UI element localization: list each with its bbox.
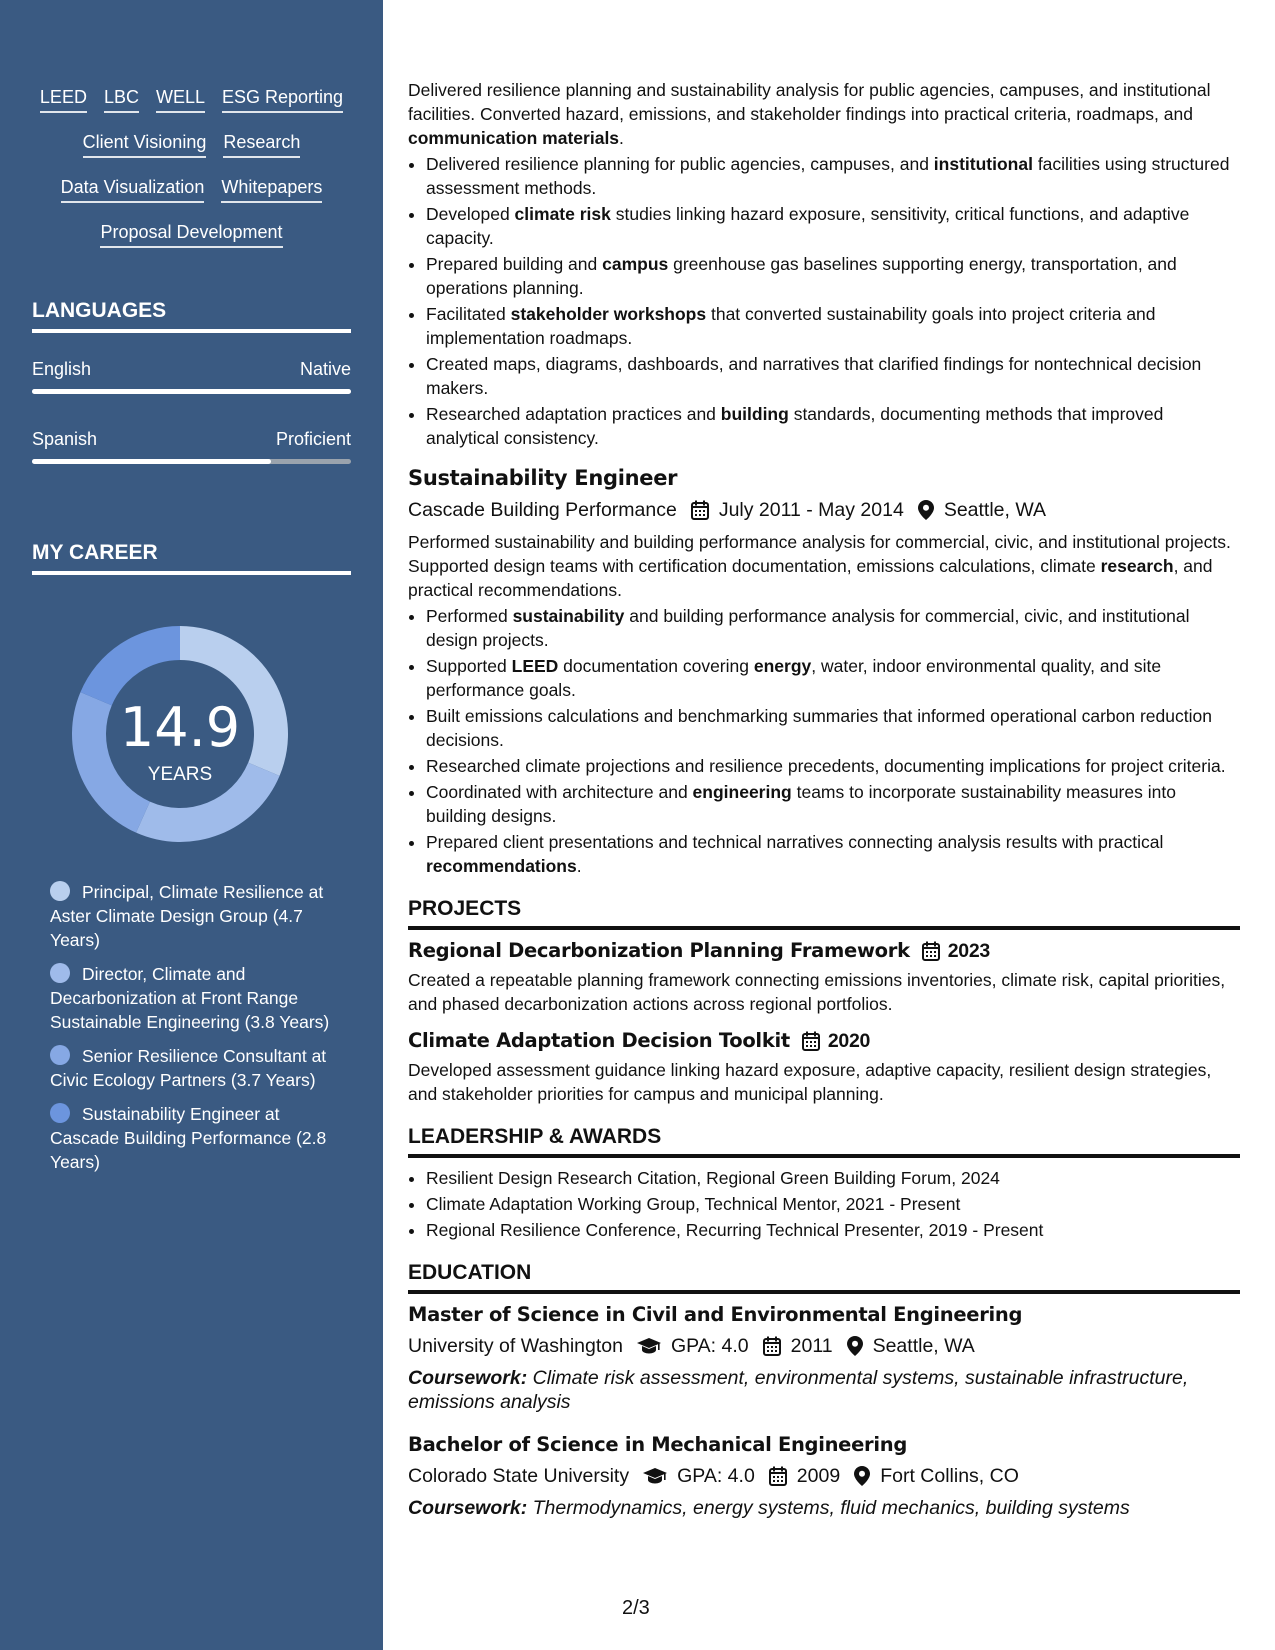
project-description: Developed assessment guidance linking hazard exposure, adaptive capacity, resilient design strategies, and stakeholder priorities for campus and municipal planning.: [408, 1060, 1212, 1104]
calendar-icon: [802, 1031, 820, 1051]
coursework: Coursework: Thermodynamics, energy systems, fluid mechanics, building systems: [408, 1497, 1130, 1519]
job-company: Cascade Building Performance: [408, 499, 677, 521]
donut-segment: [80, 626, 180, 705]
career-item-text: Director, Climate and Decarbonization at Front Range Sustainable Engineering (3.8 Years): [50, 964, 330, 1032]
education-meta: [408, 1332, 1240, 1360]
project-year: 2023: [947, 940, 990, 962]
map-pin-icon: [847, 1336, 863, 1356]
career-item: [50, 962, 340, 1034]
language-bar-fill: [32, 459, 271, 464]
map-pin-icon: [918, 500, 934, 520]
education-item: [408, 1432, 1240, 1520]
sidebar: [0, 0, 383, 1650]
skill-tag: LBC: [104, 86, 139, 113]
language-spanish: [32, 428, 351, 464]
degree-title: Bachelor of Science in Mechanical Engineering: [408, 1433, 907, 1456]
bullet-item: • Delivered resilience planning for public agencies, campuses, and institutional facilities using structured assessment methods.: [426, 152, 1240, 200]
main-content: [408, 78, 1240, 1520]
school-name: Colorado State University: [408, 1465, 630, 1487]
job-location: Seattle, WA: [943, 499, 1047, 521]
school-location: Seattle, WA: [872, 1335, 975, 1357]
calendar-icon: [769, 1466, 787, 1486]
graduation-year: 2009: [796, 1465, 841, 1487]
language-bar-fill: [32, 389, 351, 394]
project-year: 2020: [827, 1030, 871, 1052]
calendar-icon: [922, 941, 940, 961]
skill-tag: Whitepapers: [221, 176, 322, 203]
job-meta: [408, 496, 1240, 524]
language-name: English: [32, 359, 92, 379]
career-item: [50, 1102, 340, 1174]
language-level: Native: [299, 359, 351, 379]
skills-row: [32, 221, 351, 266]
bullet-item: • Built emissions calculations and benchmarking summaries that informed operational carbon reduction decisions.: [426, 704, 1240, 752]
awards-heading: LEADERSHIP & AWARDS: [408, 1124, 1240, 1158]
graduation-cap-icon: [643, 1467, 667, 1485]
graduation-year: 2011: [790, 1335, 833, 1357]
experience-intro: [408, 78, 1240, 150]
language-bar: [32, 389, 351, 394]
map-pin-icon: [854, 1466, 870, 1486]
calendar-icon: [763, 1336, 781, 1356]
career-list: [50, 880, 340, 1184]
language-bar: [32, 459, 351, 464]
experience-bullets: [408, 152, 1240, 450]
project-item: [408, 1028, 1240, 1106]
award-item: • Regional Resilience Conference, Recurring Technical Presenter, 2019 - Present: [426, 1218, 1240, 1242]
skill-tag: WELL: [156, 86, 205, 113]
project-description: Created a repeatable planning framework connecting emissions inventories, climate risk, capital priorities, and phased decarbonization actions across regional portfolios.: [408, 970, 1226, 1014]
awards-list: [408, 1166, 1240, 1242]
bullet-item: • Developed climate risk studies linking hazard exposure, sensitivity, critical functions, and adaptive capacity.: [426, 202, 1240, 250]
career-heading: MY CAREER: [32, 540, 351, 575]
education-item: [408, 1302, 1240, 1414]
bullet-item: • Supported LEED documentation covering energy, water, indoor environmental quality, and site performance goals.: [426, 654, 1240, 702]
projects-heading: PROJECTS: [408, 896, 1240, 930]
language-name: Spanish: [32, 429, 98, 449]
gpa: GPA: 4.0: [670, 1335, 749, 1357]
bullet-item: • Coordinated with architecture and engineering teams to incorporate sustainability measures into building designs.: [426, 780, 1240, 828]
calendar-icon: [691, 500, 709, 520]
skills-tags: [32, 86, 351, 266]
degree-title: Master of Science in Civil and Environmental Engineering: [408, 1303, 1023, 1326]
language-level: Proficient: [275, 429, 351, 449]
skill-tag: LEED: [40, 86, 87, 113]
gpa: GPA: 4.0: [677, 1465, 755, 1487]
career-total-years: 14.9: [119, 696, 241, 759]
bold-text: communication materials: [408, 128, 620, 148]
project-title: Climate Adaptation Decision Toolkit: [408, 1029, 790, 1052]
job-bullets: [408, 604, 1240, 878]
bullet-item: • Prepared client presentations and technical narratives connecting analysis results with practical recommendations.: [426, 830, 1240, 878]
job-summary: Performed sustainability and building performance analysis for commercial, civic, and institutional projects. Supported design teams with certification documentation, emissions calculations, climate research, and practical recommendations.: [408, 532, 1231, 600]
skill-tag: Data Visualization: [61, 176, 205, 203]
bullet-item: • Researched climate projections and resilience precedents, documenting implications for project criteria.: [426, 754, 1240, 778]
school-name: University of Washington: [408, 1335, 623, 1357]
skill-tag: Client Visioning: [83, 131, 207, 158]
job-dates: July 2011 - May 2014: [718, 499, 904, 521]
career-total-unit: YEARS: [147, 764, 213, 785]
education-heading: EDUCATION: [408, 1260, 1240, 1294]
skills-row: [32, 131, 351, 176]
skills-row: [32, 176, 351, 221]
career-donut-chart: [66, 620, 294, 848]
bullet-item: • Prepared building and campus greenhouse gas baselines supporting energy, transportation, and operations planning.: [426, 252, 1240, 300]
page-number: 2/3: [622, 1597, 650, 1619]
skills-row: [32, 86, 351, 131]
graduation-cap-icon: [637, 1337, 661, 1355]
skill-tag: Proposal Development: [100, 221, 282, 248]
project-item: [408, 938, 1240, 1016]
career-dot: [50, 963, 70, 983]
bullet-item: • Created maps, diagrams, dashboards, and narratives that clarified findings for nontechnical decision makers.: [426, 352, 1240, 400]
text: .: [619, 128, 624, 148]
career-item-text: Sustainability Engineer at Cascade Building Performance (2.8 Years): [50, 1104, 327, 1172]
project-title: Regional Decarbonization Planning Framework: [408, 939, 910, 962]
award-item: • Climate Adaptation Working Group, Technical Mentor, 2021 - Present: [426, 1192, 1240, 1216]
bullet-item: • Facilitated stakeholder workshops that converted sustainability goals into project criteria and implementation roadmaps.: [426, 302, 1240, 350]
career-dot: [50, 881, 70, 901]
career-item: [50, 880, 340, 952]
coursework: Coursework: Climate risk assessment, environmental systems, sustainable infrastructure, emissions analysis: [408, 1367, 1189, 1413]
skill-tag: Research: [223, 131, 300, 158]
school-location: Fort Collins, CO: [880, 1465, 1019, 1487]
bullet-item: • Performed sustainability and building performance analysis for commercial, civic, and institutional design projects.: [426, 604, 1240, 652]
career-dot: [50, 1045, 70, 1065]
education-meta: [408, 1462, 1240, 1490]
skill-tag: ESG Reporting: [222, 86, 343, 113]
bullet-item: • Researched adaptation practices and building standards, documenting methods that improved analytical consistency.: [426, 402, 1240, 450]
job-title: Sustainability Engineer: [408, 466, 678, 490]
career-dot: [50, 1103, 70, 1123]
career-item-text: Principal, Climate Resilience at Aster Climate Design Group (4.7 Years): [50, 882, 324, 950]
career-item: [50, 1044, 340, 1092]
language-english: [32, 358, 351, 394]
languages-heading: LANGUAGES: [32, 298, 351, 333]
award-item: • Resilient Design Research Citation, Regional Green Building Forum, 2024: [426, 1166, 1240, 1190]
career-item-text: Senior Resilience Consultant at Civic Ecology Partners (3.7 Years): [50, 1046, 327, 1090]
text: Delivered resilience planning and sustainability analysis for public agencies, campuses, and institutional facilities. Converted hazard, emissions, and stakeholder findings into practical criteria, roadmaps, and: [408, 80, 1211, 124]
